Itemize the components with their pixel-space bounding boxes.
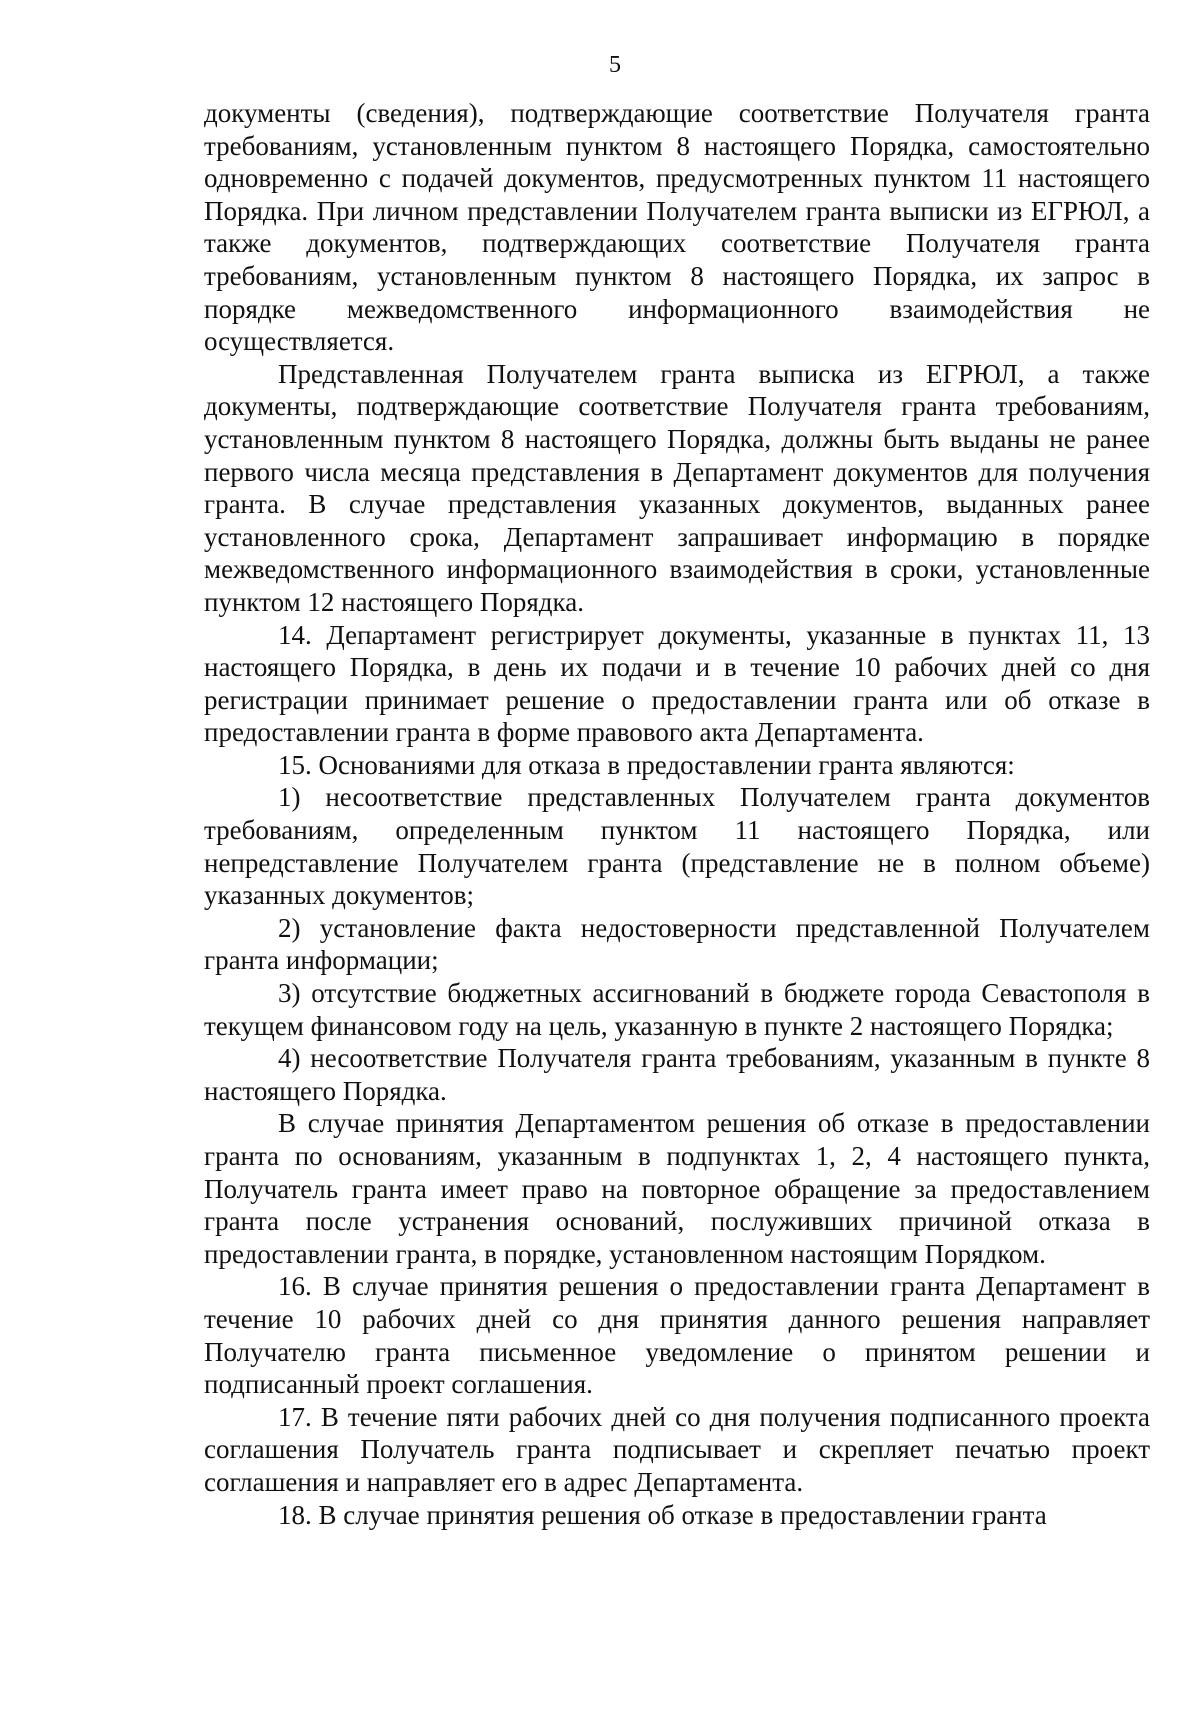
- paragraph: 15. Основаниями для отказа в предоставлении гранта являются:: [278, 749, 1015, 780]
- paragraph: Представленная Получателем гранта выписка из ЕГРЮЛ, а также документы, подтверждающие соответствие Получателя гранта требованиям, установленным пунктом 8 настоящего Порядка, должны быть выданы не ранее первого числа месяца представления в Департамент документов для получения гранта. В случае представления указанных документов, выданных ранее установленного срока, Департамент запрашивает информацию в порядке межведомственного информационного взаимодействия в сроки, установленные пунктом 12 настоящего Порядка.: [204, 358, 1150, 617]
- list-item: 3) отсутствие бюджетных ассигнований в бюджете города Севастополя в текущем финансовом году на цель, указанную в пункте 2 настоящего Порядка;: [204, 978, 1150, 1041]
- paragraph: 16. В случае принятия решения о предоставлении гранта Департамент в течение 10 рабочих дней со дня принятия данного решения направляет Получателю гранта письменное уведомление о принятом решении и подписанный проект соглашения.: [204, 1271, 1150, 1400]
- list-item: 2) установление факта недостоверности представленной Получателем гранта информации;: [204, 912, 1150, 976]
- paragraph: 18. В случае принятия решения об отказе в предоставлении гранта: [278, 1499, 1047, 1530]
- paragraph: 17. В течение пяти рабочих дней со дня получения подписанного проекта соглашения Получатель гранта подписывает и скрепляет печатью проект соглашения и направляет его в адрес Департамента.: [204, 1401, 1150, 1497]
- list-item: 1) несоответствие представленных Получателем гранта документов требованиям, определенным пунктом 11 настоящего Порядка, или непредставление Получателем гранта (представление не в полном объеме) указанных документов;: [204, 782, 1150, 911]
- paragraph: 14. Департамент регистрирует документы, указанные в пунктах 11, 13 настоящего Порядка, в день их подачи и в течение 10 рабочих дней со дня регистрации принимает решение о предоставлении гранта или об отказе в предоставлении гранта в форме правового акта Департамента.: [204, 619, 1150, 748]
- list-item: 4) несоответствие Получателя гранта требованиям, указанным в пункте 8 настоящего Порядка.: [204, 1043, 1150, 1106]
- document-body: [204, 97, 1150, 1531]
- page-number: 5: [609, 52, 621, 78]
- paragraph: документы (сведения), подтверждающие соответствие Получателя гранта требованиям, установленным пунктом 8 настоящего Порядка, самостоятельно одновременно с подачей документов, предусмотренных пунктом 11 настоящего Порядка. При личном представлении Получателем гранта выписки из ЕГРЮЛ, а также документов, подтверждающих соответствие Получателя гранта требованиям, установленным пунктом 8 настоящего Порядка, их запрос в порядке межведомственного информационного взаимодействия не осуществляется.: [204, 98, 1150, 357]
- paragraph: В случае принятия Департаментом решения об отказе в предоставлении гранта по основаниям, указанным в подпунктах 1, 2, 4 настоящего пункта, Получатель гранта имеет право на повторное обращение за предоставлением гранта после устранения оснований, послуживших причиной отказа в предоставлении гранта, в порядке, установленном настоящим Порядком.: [204, 1108, 1150, 1269]
